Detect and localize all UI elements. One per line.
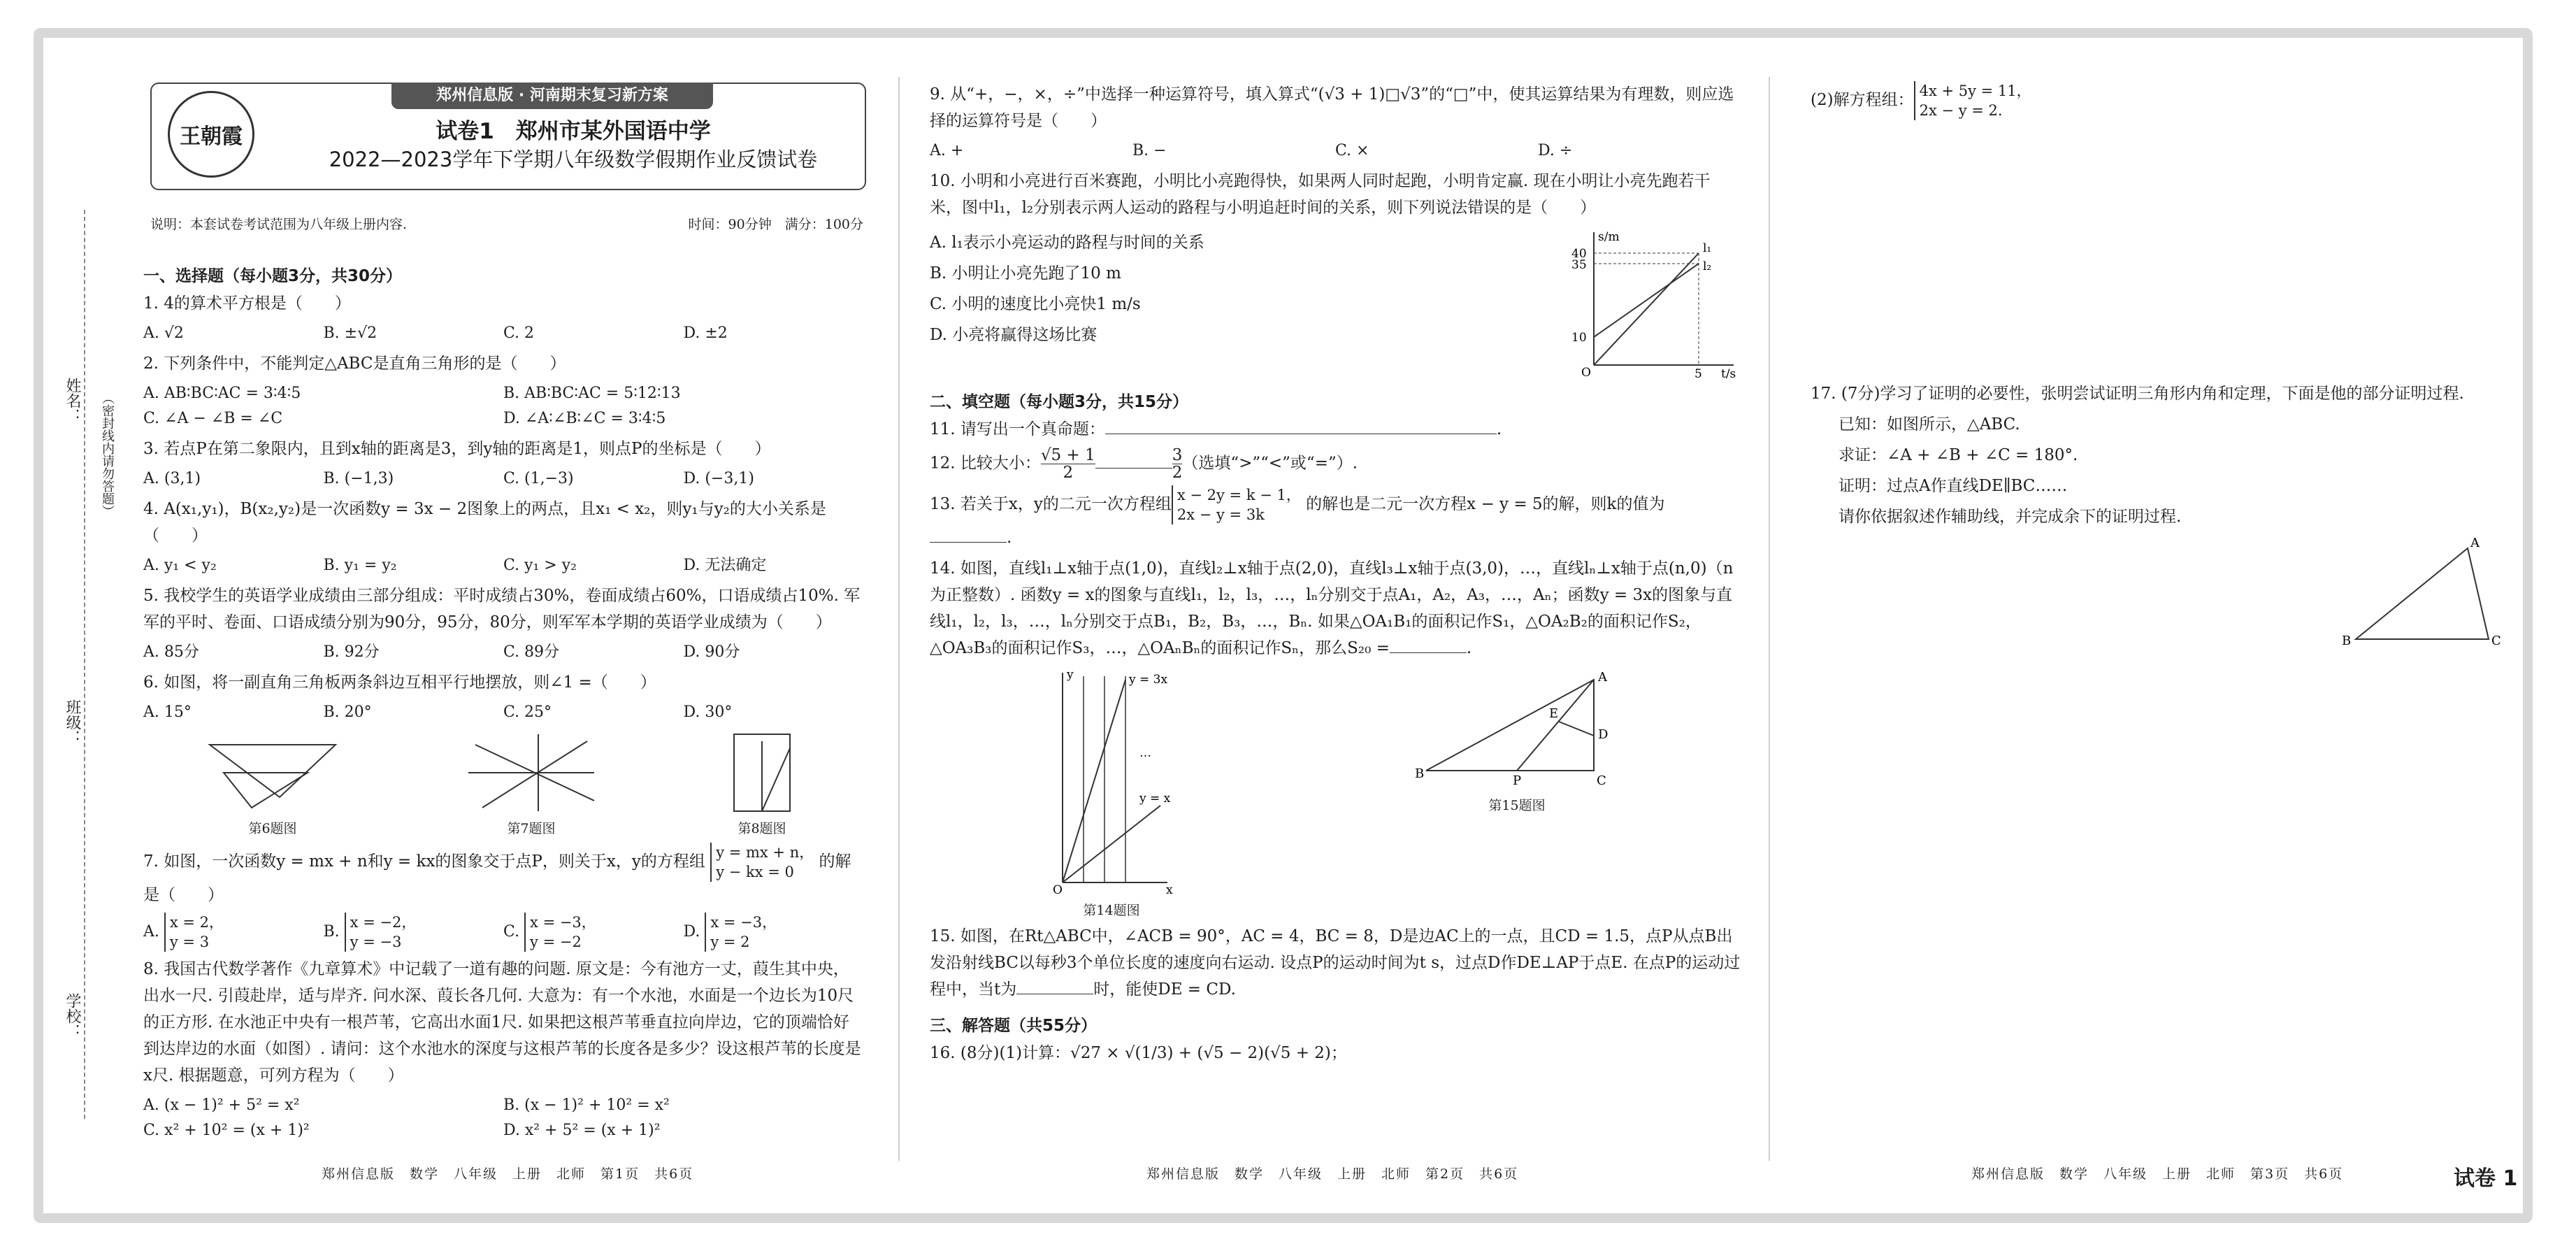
option: D. 无法确定 (683, 557, 767, 574)
column-3 (1811, 77, 2510, 656)
page-footer-2: 郑州信息版 数学 八年级 上册 北师 第2页 共6页 (1146, 1166, 1519, 1182)
figure-14 (1049, 666, 1174, 919)
svg-text:B: B (2342, 634, 2352, 648)
option: A. + (930, 142, 964, 159)
option: C. y₁ > y₂ (503, 557, 577, 574)
scope-note: 说明：本套试卷考试范围为八年级上册内容. (150, 217, 408, 232)
q17-proof: 证明：过点A作直线DE∥BC…… (1839, 477, 2068, 495)
column-divider (1769, 77, 1770, 1161)
option: D. 30° (683, 703, 733, 721)
figure-15 (1412, 666, 1622, 919)
option: C. × (1335, 142, 1369, 159)
figure-6 (203, 731, 343, 837)
question-15: 15. 如图，在Rt△ABC中，∠ACB = 90°，AC = 4，BC = 8，D是边AC上的一点，且CD = 1.5，点P从点B出发沿射线BC以每秒3个单位长度的速度向右运动. 设点P的运动时间为t s，过点D作DE⊥AP于点E. 在点P的运动过程中，当t为 时，能使DE = CD. (930, 927, 1741, 999)
svg-text:y: y (1067, 668, 1074, 682)
option: B. x = −2， y = −3 (323, 914, 417, 950)
question-6: 6. 如图，将一副直角三角板两条斜边互相平行地摆放，则∠1 =（ ） (143, 673, 656, 692)
q7-tail: 的解是（ ） (143, 852, 851, 904)
page-footer-1: 郑州信息版 数学 八年级 上册 北师 第1页 共6页 (322, 1166, 694, 1182)
option: A. 85分 (143, 643, 199, 661)
svg-text:x: x (1166, 883, 1173, 896)
question-9: 9. 从“+，−，×，÷”中选择一种运算符号，填入算式“(√3 + 1)□√3”的“□”中，使其运算结果为有理数，则应选择的运算符号是（ ） (930, 85, 1734, 130)
svg-text:A: A (2470, 536, 2480, 550)
question-17: 17. (7分)学习了证明的必要性，张明尝试证明三角形内角和定理，下面是他的部分证明过程. (1811, 385, 2464, 403)
question-12: 12. 比较大小： $\frac{√5 + 1}{2}$ $\frac{3}{2}$ （选填“>”“<”或“=”）. (930, 446, 1358, 482)
option: A. (3,1) (143, 470, 201, 487)
column-1 (143, 253, 863, 1143)
column-divider (898, 77, 900, 1161)
question-5: 5. 我校学生的英语学业成绩由三部分组成：平时成绩占30%，卷面成绩占60%，口语成绩占10%. 军军的平时、卷面、口语成绩分别为90分，95分，80分，则军军本学期的英语学业成绩为（ ） (143, 587, 861, 631)
equation-system (710, 843, 814, 882)
option: D. 小亮将赢得这场比赛 (930, 326, 1098, 344)
svg-text:5: 5 (1694, 367, 1702, 379)
question-1: 1. 4的算术平方根是（ ） (143, 294, 351, 313)
eq: y − kx = 0 (716, 864, 794, 880)
svg-text:P: P (1513, 773, 1522, 788)
figure-caption: 第8题图 (737, 821, 786, 836)
time-score: 时间：90分钟 满分：100分 (688, 217, 863, 232)
svg-text:y = x: y = x (1139, 792, 1171, 806)
question-4: 4. A(x₁,y₁)，B(x₂,y₂)是一次函数y = 3x − 2图象上的两点，且x₁ < x₂，则y₁与y₂的大小关系是（ ） (143, 500, 826, 545)
seal-note: （密封线内请勿答题） (100, 392, 115, 517)
svg-text:40: 40 (1571, 247, 1587, 261)
figure-caption: 第14题图 (1083, 903, 1140, 918)
question-2: 2. 下列条件中，不能判定△ABC是直角三角形的是（ ） (143, 355, 566, 373)
option: A. x = 2， y = 3 (143, 914, 224, 950)
question-13: 13. 若关于x，y的二元一次方程组 x − 2y = k − 1， 2x − y = 3k 的解也是二元一次方程x − y = 5的解，则k的值为. (930, 487, 1665, 547)
section-answer: 三、解答题（共55分） (930, 1017, 1098, 1035)
option: B. 小明让小亮先跑了10 m (930, 264, 1121, 283)
option: C. ∠A − ∠B = ∠C (143, 410, 283, 427)
svg-text:A: A (1598, 670, 1607, 685)
exam-note (150, 214, 863, 233)
q17-prove: 求证：∠A + ∠B + ∠C = 180°. (1839, 446, 2078, 464)
option: D. ∠A∶∠B∶∠C = 3∶4∶5 (503, 410, 666, 427)
option: A. l₁表示小亮运动的路程与时间的关系 (930, 234, 1204, 252)
svg-text:D: D (1598, 727, 1609, 742)
figure-17-triangle (2342, 534, 2510, 653)
seal-line (84, 210, 85, 1119)
school-field-label: 学校： (64, 993, 81, 1039)
option: C. 25° (503, 703, 552, 721)
option: B. 92分 (323, 643, 380, 661)
option: B. − (1132, 142, 1167, 159)
question-16-part2: (2)解方程组： 4x + 5y = 11， 2x − y = 2. (1811, 83, 2031, 119)
figure-caption: 第6题图 (248, 821, 297, 836)
svg-text:E: E (1549, 706, 1559, 721)
figure-8 (720, 731, 804, 837)
section-choice: 一、选择题（每小题3分，共30分） (143, 267, 403, 285)
class-field-label: 班级： (64, 699, 81, 745)
option: A. y₁ < y₂ (143, 557, 217, 574)
option: C. 2 (503, 324, 535, 342)
option: C. 89分 (503, 643, 560, 661)
figure-7 (461, 731, 601, 837)
option: C. x = −3， y = −2 (503, 914, 596, 950)
option: D. x² + 5² = (x + 1)² (503, 1122, 661, 1139)
question-8: 8. 我国古代数学著作《九章算术》中记载了一道有趣的问题. 原文是：今有池方一丈，葭生其中央，出水一尺. 引葭赴岸，适与岸齐. 问水深、葭长各几何. 大意为：有一个水池，水面是一个边长为10尺的正方形. 在水池正中央有一根芦苇，它高出水面1尺. 如果把这根芦苇垂直拉向岸边，它的顶端恰好到达岸边的水面（如图）. 请问：这个水池水的深度与这根芦苇的长度各是多少？设这根芦苇的长度是x尺. 根据题意，可列方程为（ ） (143, 960, 861, 1085)
brand-logo: 王朝霞 (168, 91, 254, 178)
svg-text:…: … (1139, 746, 1151, 760)
name-field-label: 姓名： (64, 378, 81, 424)
question-10: 10. 小明和小亮进行百米赛跑，小明比小亮跑得快，如果两人同时起跑，小明肯定赢. 现在小明让小亮先跑若干米，图中l₁，l₂分别表示两人运动的路程与小明追赶时间的关系，则下列说法错误的是（ ） (930, 172, 1711, 217)
option: A. √2 (143, 324, 184, 342)
figure-10-graph (1559, 225, 1741, 379)
question-14: 14. 如图，直线l₁⊥x轴于点(1,0)，直线l₂⊥x轴于点(2,0)，直线l₃⊥x轴于点(3,0)，…，直线lₙ⊥x轴于点(n,0)（n为正整数）. 函数y = x的图象与直线l₁，l₂，l₃，…，lₙ分别交于点A₁，A₂，A₃，…，Aₙ；函数y = 3x的图象与直线l₁，l₂，l₃，…，lₙ分别交于点B₁，B₂，B₃，…，Bₙ. 如果△OA₁B₁的面积记作S₁，△OA₂B₂的面积记作S₂，△OA₃B₃的面积记作S₃，…，△OAₙBₙ的面积记作Sₙ，那么S₂₀ = . (930, 559, 1734, 657)
option: D. ÷ (1538, 142, 1573, 159)
option: A. (x − 1)² + 5² = x² (143, 1096, 300, 1114)
svg-text:O: O (1053, 883, 1063, 896)
paper-title: 试卷1 郑州市某外国语中学 (436, 119, 711, 144)
figure-caption: 第15题图 (1488, 798, 1546, 813)
option: A. 15° (143, 703, 192, 721)
q17-instruction: 请你依据叙述作辅助线，并完成余下的证明过程. (1839, 508, 2182, 526)
svg-text:s/m: s/m (1598, 230, 1620, 244)
option: B. (x − 1)² + 10² = x² (503, 1096, 670, 1114)
svg-text:y = 3x: y = 3x (1129, 673, 1168, 687)
option: D. 90分 (683, 643, 740, 661)
svg-text:l₁: l₁ (1703, 241, 1712, 255)
svg-text:O: O (1581, 366, 1591, 379)
svg-text:C: C (2491, 634, 2501, 648)
svg-text:t/s: t/s (1721, 367, 1736, 379)
header-banner: 郑州信息版 · 河南期末复习新方案 (391, 83, 713, 109)
svg-text:35: 35 (1571, 258, 1587, 272)
option: B. y₁ = y₂ (323, 557, 397, 574)
question-7 (143, 843, 863, 908)
page-footer-3: 郑州信息版 数学 八年级 上册 北师 第3页 共6页 (1971, 1166, 2344, 1182)
question-16: 16. (8分)(1)计算：√27 × √(1/3) + (√5 − 2)(√5 + 2)； (930, 1044, 1347, 1062)
section-fill: 二、填空题（每小题3分，共15分） (930, 393, 1189, 411)
q17-given: 已知：如图所示，△ABC. (1839, 415, 2020, 434)
option: C. x² + 10² = (x + 1)² (143, 1122, 310, 1139)
option: C. 小明的速度比小亮快1 m/s (930, 295, 1141, 313)
option: B. ±√2 (323, 324, 377, 342)
option: B. 20° (323, 703, 372, 721)
column-2 (930, 77, 1741, 1071)
option: D. (−3,1) (683, 470, 754, 487)
option: D. ±2 (683, 324, 728, 342)
q7-stem: 7. 如图，一次函数y = mx + n和y = kx的图象交于点P，则关于x，y的方程组 (143, 852, 705, 871)
svg-text:C: C (1597, 773, 1606, 788)
option: A. AB∶BC∶AC = 3∶4∶5 (143, 385, 301, 402)
question-11: 11. 请写出一个真命题： . (930, 416, 1741, 443)
option: C. (1,−3) (503, 470, 574, 487)
option: B. (−1,3) (323, 470, 394, 487)
figure-caption: 第7题图 (507, 821, 556, 836)
question-3: 3. 若点P在第二象限内，且到x轴的距离是3，到y轴的距离是1，则点P的坐标是（ ） (143, 440, 771, 458)
option: D. x = −3， y = 2 (683, 914, 777, 950)
svg-text:B: B (1415, 766, 1425, 781)
option: B. AB∶BC∶AC = 5∶12∶13 (503, 385, 681, 402)
paper-number-tag: 试卷 1 (2454, 1166, 2518, 1191)
svg-text:l₂: l₂ (1703, 259, 1712, 273)
svg-text:10: 10 (1571, 331, 1587, 345)
eq: y = mx + n， (716, 844, 814, 861)
paper-subtitle: 2022—2023学年下学期八年级数学假期作业反馈试卷 (329, 148, 818, 171)
